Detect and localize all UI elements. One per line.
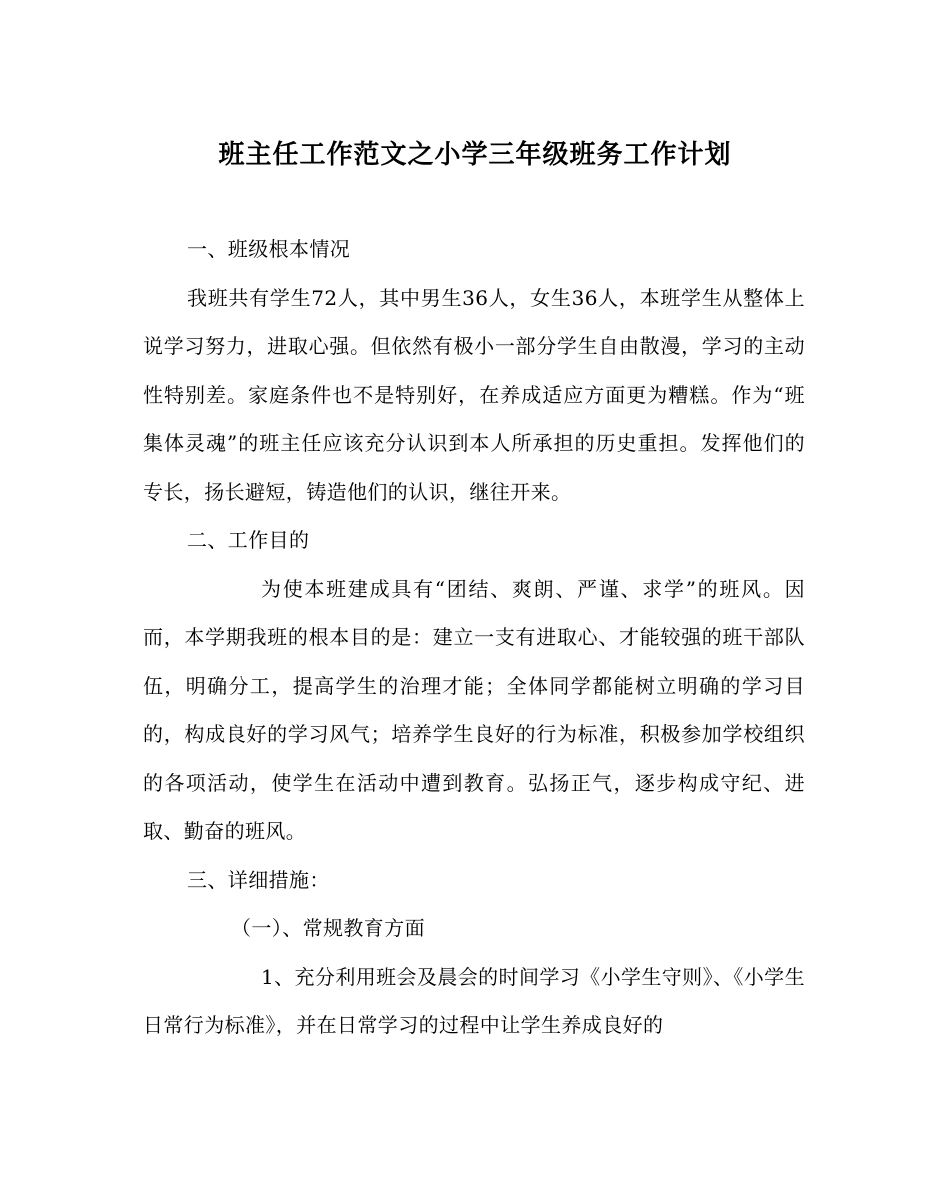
subsection-heading-routine-education: （一）、常规教育方面	[231, 916, 425, 940]
paragraph-work-goals: 为使本班建成具有“团结、爽朗、严谨、求学”的班风。因而，本学期我班的根本目的是：建立一支有进取心、才能较强的班干部队伍，明确分工，提高学生的治理才能；全体同学都能树立明确的学习目的，构成良好的学习风气；培养学生良好的行为标准，积极参加学校组织的各项活动，使学生在活动中遭到教育。弘扬正气，逐步构成守纪、进取、勤奋的班风。	[143, 576, 805, 843]
section-heading-basic-situation: 一、班级根本情况	[187, 237, 351, 261]
section-heading-work-goals: 二、工作目的	[187, 528, 310, 552]
document-body	[143, 225, 805, 1050]
section-heading-measures: 三、详细措施：	[187, 867, 330, 892]
document-title: 班主任工作范文之小学三年级班务工作计划	[218, 140, 732, 170]
paragraph-measure-1: 1、充分利用班会及晨会的时间学习《小学生守则》、《小学生日常行为标准》，并在日常学习的过程中让学生养成良好的	[143, 964, 805, 1037]
paragraph-class-overview: 我班共有学生72人，其中男生36人，女生36人，本班学生从整体上说学习努力，进取心强。但依然有极小一部分学生自由散漫，学习的主动性特别差。家庭条件也不是特别好，在养成适应方面更为糟糕。作为“班集体灵魂”的班主任应该充分认识到本人所承担的历史重担。发挥他们的专长，扬长避短，铸造他们的认识，继往开来。	[143, 285, 805, 504]
